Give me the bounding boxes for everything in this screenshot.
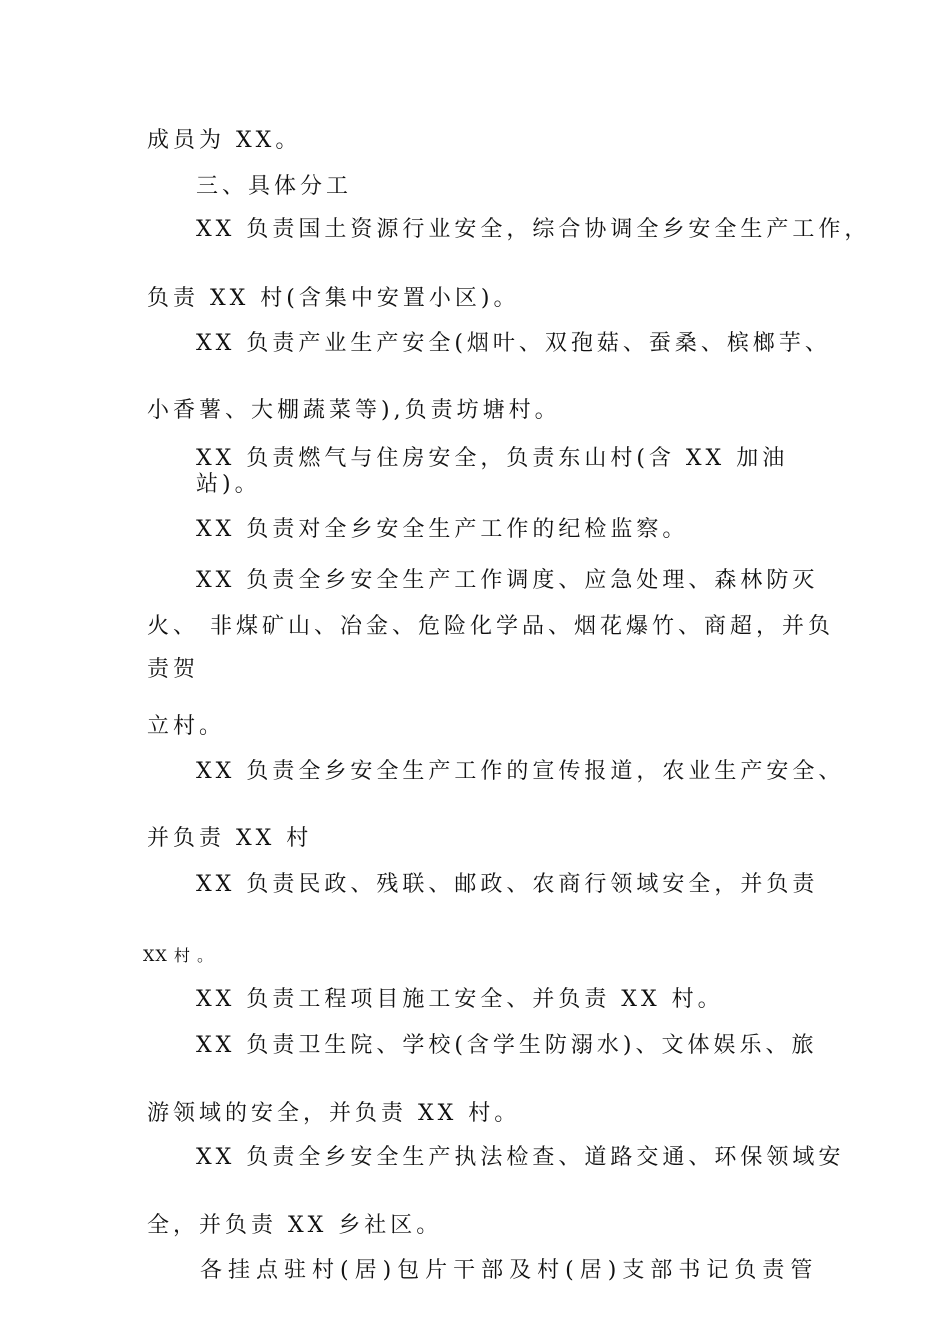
text-line: 成员为 XX。 — [147, 128, 302, 153]
text-line: XX 负责卫生院、学校(含学生防溺水)、文体娱乐、旅 — [196, 1033, 818, 1058]
text-line: 各挂点驻村(居)包片干部及村(居)支部书记负责管 — [200, 1258, 819, 1283]
text-line: 游领域的安全，并负责 XX 村。 — [147, 1101, 521, 1126]
text-line: 负责 XX 村(含集中安置小区)。 — [147, 286, 520, 311]
text-line: XX 负责对全乡安全生产工作的纪检监察。 — [196, 517, 689, 542]
text-line: XX 负责产业生产安全(烟叶、双孢菇、蚕桑、槟榔芋、 — [196, 331, 831, 356]
text-line: XX 负责全乡安全生产工作调度、应急处理、森林防灭 — [196, 568, 819, 593]
text-line: 并负责 XX 村 — [147, 826, 313, 851]
text-line: 小香薯、大棚蔬菜等),负责坊塘村。 — [147, 398, 561, 423]
text-line: 站)。 — [196, 472, 261, 497]
text-line: XX 负责工程项目施工安全、并负责 XX 村。 — [196, 987, 724, 1012]
text-line: 责贺 — [147, 657, 200, 682]
text-line: XX 负责全乡安全生产工作的宣传报道，农业生产安全、 — [196, 759, 845, 784]
text-line: XX 负责全乡安全生产执法检查、道路交通、环保领域安 — [196, 1145, 845, 1170]
text-line: XX 村 。 — [143, 946, 214, 965]
text-line: 火、 非煤矿山、冶金、危险化学品、烟花爆竹、商超，并负 — [147, 614, 834, 639]
text-line: XX 负责燃气与住房安全，负责东山村(含 XX 加油 — [196, 446, 789, 471]
text-line: 全，并负责 XX 乡社区。 — [147, 1213, 443, 1238]
section-heading: 三、具体分工 — [196, 174, 353, 199]
text-line: XX 负责民政、残联、邮政、农商行领域安全，并负责 — [196, 872, 819, 897]
text-line: 立村。 — [147, 714, 226, 739]
text-line: XX 负责国土资源行业安全，综合协调全乡安全生产工作， — [196, 217, 871, 242]
